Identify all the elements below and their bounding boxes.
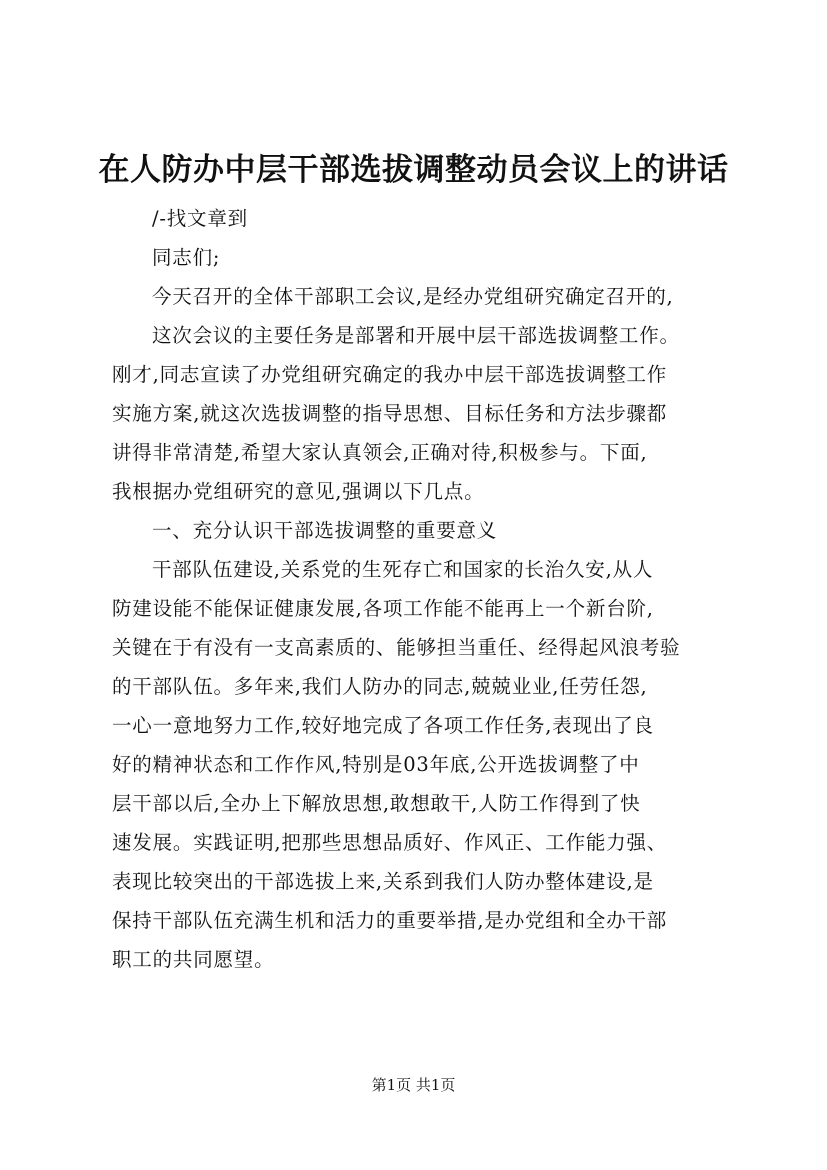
page-number-footer: 第1页 共1页	[371, 1076, 456, 1094]
section-heading: 一、充分认识干部选拔调整的重要意义	[152, 519, 498, 542]
paragraph1-line: 我根据办党组研究的意见,强调以下几点。	[112, 480, 485, 503]
paragraph2-line: 速发展。实践证明,把那些思想品质好、作风正、工作能力强、	[112, 831, 668, 854]
paragraph2-line: 防建设能不能保证健康发展,各项工作能不能再上一个新台阶,	[112, 597, 654, 620]
paragraph1-line: 刚才,同志宣读了办党组研究确定的我办中层干部选拔调整工作	[112, 363, 668, 386]
paragraph2-line: 的干部队伍。多年来,我们人防办的同志,兢兢业业,任劳任怨,	[112, 675, 648, 698]
paragraph1-line: 今天召开的全体干部职工会议,是经办党组研究确定召开的,	[152, 285, 674, 308]
paragraph1-line: 讲得非常清楚,希望大家认真领会,正确对待,积极参与。下面,	[112, 441, 648, 464]
source-line: /-找文章到	[152, 207, 248, 230]
paragraph1-line: 实施方案,就这次选拔调整的指导思想、目标任务和方法步骤都	[112, 402, 668, 425]
paragraph2-line: 关键在于有没有一支高素质的、能够担当重任、经得起风浪考验	[112, 636, 681, 659]
paragraph2-line: 保持干部队伍充满生机和活力的重要举措,是办党组和全办干部	[112, 909, 668, 932]
paragraph2-line: 表现比较突出的干部选拔上来,关系到我们人防办整体建设,是	[112, 870, 654, 893]
paragraph2-line: 职工的共同愿望。	[112, 948, 275, 971]
paragraph2-line: 好的精神状态和工作作风,特别是03年底,公开选拔调整了中	[112, 753, 640, 776]
paragraph1-line: 这次会议的主要任务是部署和开展中层干部选拔调整工作。	[152, 324, 680, 347]
paragraph2-line: 干部队伍建设,关系党的生死存亡和国家的长治久安,从人	[152, 558, 654, 581]
document-title: 在人防办中层干部选拔调整动员会议上的讲话	[98, 152, 729, 188]
paragraph2-line: 层干部以后,全办上下解放思想,敢想敢干,人防工作得到了快	[112, 792, 641, 815]
salutation: 同志们;	[152, 246, 221, 269]
paragraph2-line: 一心一意地努力工作,较好地完成了各项工作任务,表现出了良	[112, 714, 654, 737]
document-body	[112, 199, 740, 979]
